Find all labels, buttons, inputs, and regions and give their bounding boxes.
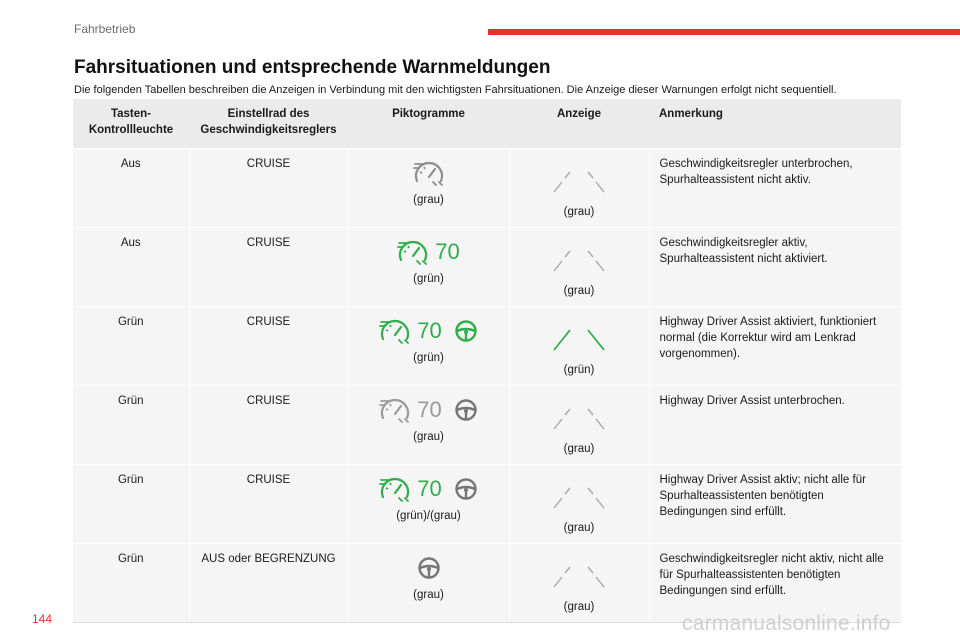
pictogram-cell	[348, 228, 509, 307]
pictogram-caption: (grau)	[413, 431, 444, 443]
header-remark: Anmerkung	[649, 99, 901, 149]
table-row	[73, 149, 901, 228]
pictogram-cell	[348, 149, 509, 228]
speedometer-icon	[397, 239, 429, 265]
pictogram-caption: (grün)	[413, 352, 444, 364]
button-lamp-cell: Grün	[73, 544, 189, 623]
pictogram-cell	[348, 307, 509, 386]
lane-markings-icon	[544, 480, 614, 510]
set-speed-value: 70	[435, 239, 460, 264]
table-row	[73, 386, 901, 465]
speedometer-icon	[379, 476, 411, 502]
speed-dial-cell: CRUISE	[189, 228, 348, 307]
remark-cell: Geschwindigkeitsregler unterbrochen, Spurhalteassistent nicht aktiv.	[649, 149, 901, 228]
speed-dial-cell: CRUISE	[189, 386, 348, 465]
lane-markings-icon	[544, 322, 614, 352]
table-row	[73, 228, 901, 307]
display-caption: (grau)	[563, 285, 595, 297]
button-lamp-cell: Grün	[73, 465, 189, 544]
remark-cell: Highway Driver Assist aktiviert, funktioniert normal (die Korrektur wird am Lenkrad vorgenommen).	[649, 307, 901, 386]
steering-wheel-icon	[454, 477, 478, 501]
table-row	[73, 465, 901, 544]
set-speed-value: 70	[417, 397, 442, 422]
lane-markings-icon	[544, 559, 614, 589]
display-caption: (grau)	[563, 206, 595, 218]
speedometer-icon	[413, 160, 445, 186]
remark-cell: Geschwindigkeitsregler aktiv, Spurhalteassistent nicht aktiviert.	[649, 228, 901, 307]
speed-dial-cell: CRUISE	[189, 465, 348, 544]
display-cell	[509, 544, 649, 623]
speedometer-icon	[379, 318, 411, 344]
display-caption: (grau)	[563, 522, 595, 534]
table-row	[73, 307, 901, 386]
display-cell	[509, 386, 649, 465]
lane-markings-icon	[544, 401, 614, 431]
header-button-lamp: Tasten- Kontrollleuchte	[73, 99, 189, 149]
button-lamp-cell: Aus	[73, 149, 189, 228]
pictogram-cell	[348, 544, 509, 623]
steering-wheel-icon	[417, 556, 441, 580]
pictogram-cell	[348, 386, 509, 465]
speed-dial-cell: AUS oder BEGRENZUNG	[189, 544, 348, 623]
set-speed-value: 70	[417, 318, 442, 343]
button-lamp-cell: Aus	[73, 228, 189, 307]
display-cell	[509, 307, 649, 386]
lane-markings-icon	[544, 164, 614, 194]
header-display: Anzeige	[509, 99, 649, 149]
page-number: 144	[32, 612, 53, 626]
table-header-row	[73, 99, 901, 149]
intro-text: Die folgenden Tabellen beschreiben die Anzeigen in Verbindung mit den wichtigsten Fahrsituationen. Die Anzeige dieser Warnungen erfolgt nicht sequentiell.	[74, 84, 837, 96]
pictogram-cell	[348, 465, 509, 544]
header-accent-bar	[488, 29, 960, 35]
section-label: Fahrbetrieb	[74, 22, 136, 36]
pictogram-caption: (grün)/(grau)	[396, 510, 461, 522]
header-speed-dial: Einstellrad des Geschwindigkeitsreglers	[189, 99, 348, 149]
remark-cell: Highway Driver Assist unterbrochen.	[649, 386, 901, 465]
display-cell	[509, 149, 649, 228]
display-caption: (grün)	[563, 364, 595, 376]
steering-wheel-icon	[454, 319, 478, 343]
watermark: carmanualsonline.info	[682, 612, 891, 635]
display-cell	[509, 465, 649, 544]
pictogram-caption: (grau)	[413, 194, 444, 206]
speedometer-icon	[379, 397, 411, 423]
display-caption: (grau)	[563, 601, 595, 613]
remark-cell: Highway Driver Assist aktiv; nicht alle für Spurhalteassistenten benötigten Bedingungen sind erfüllt.	[649, 465, 901, 544]
page-title: Fahrsituationen und entsprechende Warnmeldungen	[74, 57, 551, 78]
steering-wheel-icon	[454, 398, 478, 422]
remark-cell: Geschwindigkeitsregler nicht aktiv, nicht alle für Spurhalteassistenten benötigten Bedingungen sind erfüllt.	[649, 544, 901, 623]
table-row	[73, 544, 901, 623]
lane-markings-icon	[544, 243, 614, 273]
pictogram-caption: (grün)	[413, 273, 444, 285]
speed-dial-cell: CRUISE	[189, 149, 348, 228]
display-caption: (grau)	[563, 443, 595, 455]
header-pictograms: Piktogramme	[348, 99, 509, 149]
pictogram-caption: (grau)	[413, 589, 444, 601]
warnings-table	[73, 98, 901, 623]
set-speed-value: 70	[417, 476, 442, 501]
speed-dial-cell: CRUISE	[189, 307, 348, 386]
button-lamp-cell: Grün	[73, 307, 189, 386]
display-cell	[509, 228, 649, 307]
button-lamp-cell: Grün	[73, 386, 189, 465]
